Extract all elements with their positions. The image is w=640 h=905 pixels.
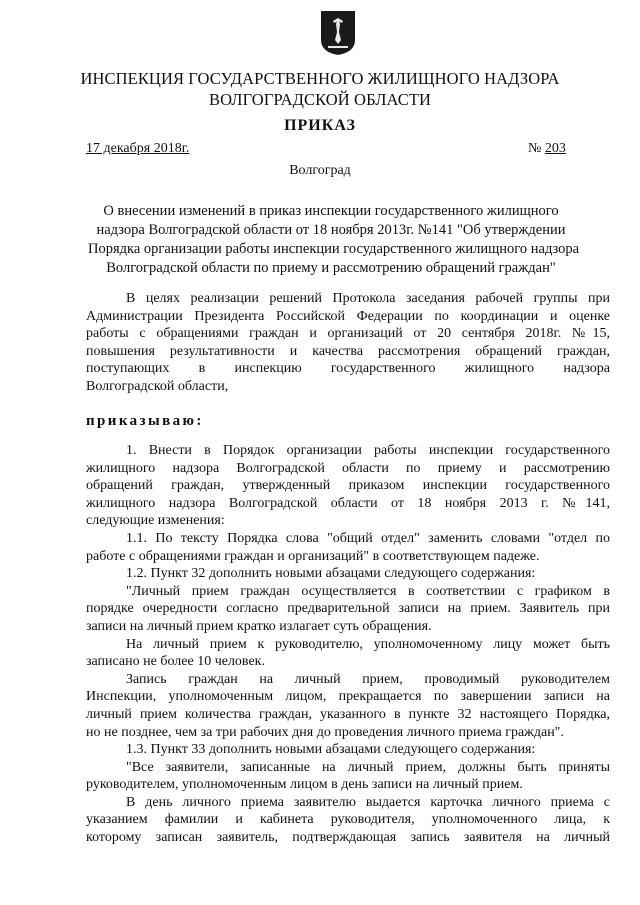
- order-word: приказываю:: [86, 413, 204, 429]
- subject-line: Порядка организации работы инспекции государственного жилищного надзора: [88, 241, 580, 257]
- organization-name: [60, 68, 580, 110]
- text-line: записано не более 10 человек.: [86, 654, 265, 670]
- order-items: [86, 442, 610, 847]
- text-line: следующие изменения:: [86, 513, 225, 529]
- text-line: В целях реализации решений Протокола заседания рабочей группы при: [126, 291, 610, 306]
- text-line: 1. Внести в Порядок организации работы инспекции государственного: [126, 443, 610, 458]
- subject-line: Волгоградской области по приему и рассмотрению обращений граждан": [106, 260, 556, 276]
- coat-of-arms-icon: [320, 10, 356, 56]
- text-line: Волгоградской области,: [86, 378, 229, 394]
- text-line: которому записан заявитель, подтверждающая запись заявителя на личный: [86, 830, 610, 846]
- text-line: обращений граждан, утвержденный приказом инспекции государственного: [86, 478, 610, 494]
- text-line: руководителем, уполномоченным лицом в день записи на личный прием.: [86, 777, 523, 793]
- document-city: Волгоград: [289, 163, 351, 178]
- text-line: поступающих в инспекцию государственного жилищного надзора: [86, 361, 610, 377]
- text-line: личный прием количества граждан, указанного в пункте 32 настоящего Порядка,: [86, 706, 610, 722]
- text-line: но не позднее, чем за три рабочих дня до проведения личного приема граждан".: [86, 724, 564, 740]
- text-line: "Все заявители, записанные на личный прием, должны быть приняты: [126, 759, 610, 775]
- document-date: 17 декабря 2018г.: [86, 141, 190, 156]
- text-line: жилищного надзора Волгоградской области от 18 ноября 2013 г. №141,: [86, 495, 610, 511]
- text-line: 1.3. Пункт 33 дополнить новыми абзацами следующего содержания:: [126, 742, 536, 758]
- text-line: работе с обращениями граждан и организаций" в соответствующем падеже.: [86, 548, 540, 564]
- text-line: указанием фамилии и кабинета руководителя, уполномоченного лица, к: [86, 812, 610, 828]
- text-line: Администрации Президента Российской Федерации по координации и оценке: [86, 308, 610, 324]
- subject-line: О внесении изменений в приказ инспекции государственного жилищного: [103, 203, 559, 219]
- number-value: 203: [544, 141, 566, 156]
- preamble-paragraph: [86, 290, 610, 396]
- text-line: На личный прием к руководителю, уполномоченному лицу может быть: [126, 636, 610, 652]
- text-line: "Личный прием граждан осуществляется в соответствии с графиком в: [126, 583, 610, 599]
- document-number: [528, 141, 566, 157]
- subject-line: надзора Волгоградской области от 18 ноября 2013г. №141 "Об утверждении: [96, 222, 566, 238]
- document-type: ПРИКАЗ: [284, 117, 356, 134]
- text-line: повышения результативности и качества рассмотрения обращений граждан,: [86, 343, 610, 359]
- text-line: жилищного надзора Волгоградской области по приему и рассмотрению: [86, 460, 610, 476]
- text-line: В день личного приема заявителю выдается карточка личного приема с: [126, 794, 610, 810]
- text-line: 1.2. Пункт 32 дополнить новыми абзацами следующего содержания:: [126, 566, 536, 582]
- number-prefix: №: [528, 141, 545, 156]
- text-line: работы с обращениями граждан и организаций от 20 сентября 2018г. №15,: [86, 326, 610, 342]
- text-line: Запись граждан на личный прием, проводимый руководителем: [126, 671, 610, 687]
- document-subject: [88, 202, 580, 278]
- text-line: записи на личный прием кратко излагает суть обращения.: [86, 618, 432, 634]
- text-line: порядке очередности согласно предварительной записи на прием. Заявитель при: [86, 601, 610, 617]
- organization-line: ВОЛГОГРАДСКОЙ ОБЛАСТИ: [208, 90, 432, 109]
- text-line: 1.1. По тексту Порядка слова "общий отдел" заменить словами "отдел по: [126, 530, 610, 546]
- organization-line: ИНСПЕКЦИЯ ГОСУДАРСТВЕННОГО ЖИЛИЩНОГО НАДЗОРА: [80, 69, 560, 88]
- text-line: Инспекции, уполномоченным лицом, прекращается по завершении записи на: [86, 689, 610, 705]
